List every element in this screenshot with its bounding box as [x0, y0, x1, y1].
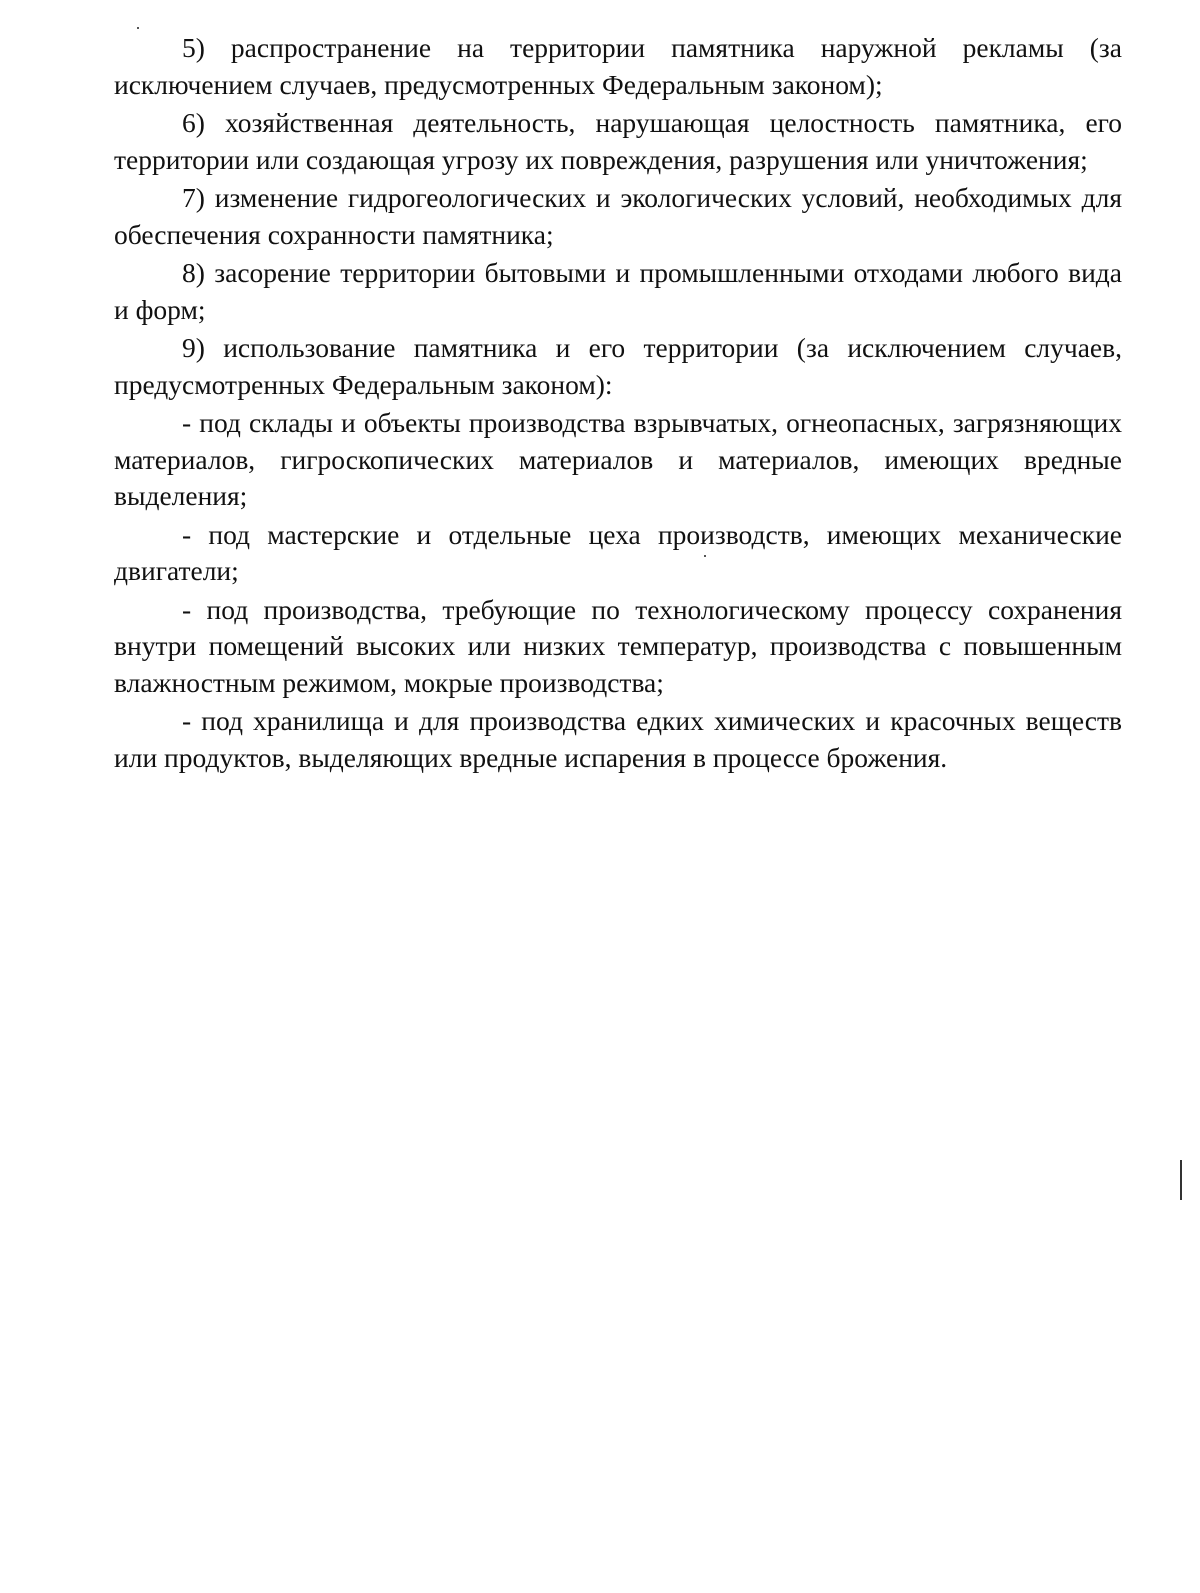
list-item-8: 8) засорение территории бытовыми и промышленными отходами любого вида и форм; [114, 257, 1122, 325]
list-item-7: 7) изменение гидрогеологических и экологических условий, необходимых для обеспечения сохранности памятника; [114, 182, 1122, 250]
scan-speck [137, 27, 139, 29]
scan-speck [704, 555, 706, 557]
sub-item-chemical-storage: - под хранилища и для производства едких химических и красочных веществ или продуктов, выделяющих вредные испарения в процессе брожения. [114, 705, 1122, 773]
sub-item-workshops: - под мастерские и отдельные цеха производств, имеющих механические двигатели; [114, 518, 1122, 586]
list-item-5: 5) распространение на территории памятника наружной рекламы (за исключением случаев, предусмотренных Федеральным законом); [114, 32, 1122, 100]
scan-edge-mark [1180, 1160, 1182, 1200]
document-body [114, 30, 1122, 776]
list-item-6: 6) хозяйственная деятельность, нарушающая целостность памятника, его территории или создающая угрозу их повреждения, разрушения или уничтожения; [114, 107, 1122, 175]
sub-item-temperature-production: - под производства, требующие по технологическому процессу сохранения внутри помещений высоких или низких температур, производства с повышенным влажностным режимом, мокрые производства; [114, 593, 1122, 698]
list-item-9: 9) использование памятника и его территории (за исключением случаев, предусмотренных Федеральным законом): [114, 332, 1122, 400]
sub-item-warehouses: - под склады и объекты производства взрывчатых, огнеопасных, загрязняющих материалов, гигроскопических материалов и материалов, имеющих вредные выделения; [114, 407, 1122, 511]
